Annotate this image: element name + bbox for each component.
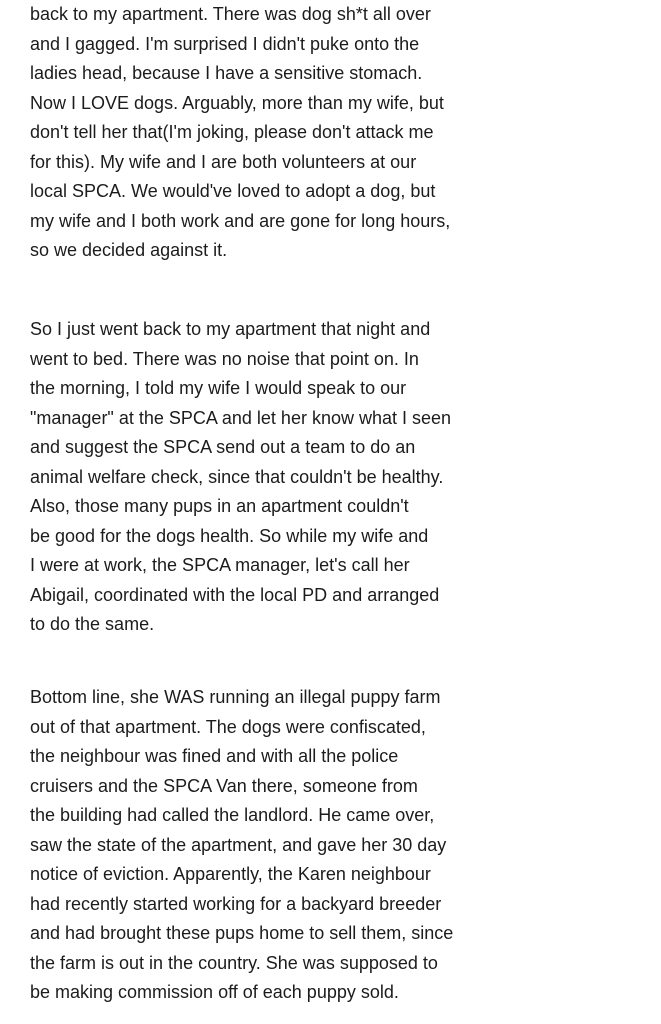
text-line: don't tell her that(I'm joking, please don't attack me: [30, 122, 434, 142]
paragraph-3: [30, 683, 650, 1008]
text-line: cruisers and the SPCA Van there, someone from: [30, 775, 418, 796]
text-line: I were at work, the SPCA manager, let's call her: [30, 555, 410, 575]
text-line: so we decided against it.: [30, 240, 228, 260]
text-line: animal welfare check, since that couldn't be healthy.: [30, 466, 444, 487]
text-line: be good for the dogs health. So while my wife and: [30, 525, 429, 546]
text-line: notice of eviction. Apparently, the Karen neighbour: [30, 864, 431, 884]
text-line: had recently started working for a backyard breeder: [30, 893, 442, 914]
text-line: ladies head, because I have a sensitive stomach.: [30, 63, 423, 83]
text-line: my wife and I both work and are gone for long hours,: [30, 210, 451, 231]
text-line: for this). My wife and I are both volunteers at our: [30, 151, 417, 172]
text-line: saw the state of the apartment, and gave her 30 day: [30, 834, 447, 855]
text-line: out of that apartment. The dogs were confiscated,: [30, 716, 426, 737]
text-line: and suggest the SPCA send out a team to do an: [30, 437, 416, 457]
text-line: went to bed. There was no noise that point on. In: [30, 348, 419, 369]
text-line: Now I LOVE dogs. Arguably, more than my wife, but: [30, 92, 444, 113]
text-line: and had brought these pups home to sell them, since: [30, 923, 454, 943]
text-line: to do the same.: [30, 614, 155, 634]
text-line: "manager" at the SPCA and let her know what I seen: [30, 407, 452, 428]
text-line: Abigail, coordinated with the local PD and arranged: [30, 584, 440, 605]
text-line: Also, those many pups in an apartment couldn't: [30, 496, 409, 516]
text-line: So I just went back to my apartment that night and: [30, 319, 431, 339]
text-line: the farm is out in the country. She was supposed to: [30, 952, 438, 973]
text-line: and I gagged. I'm surprised I didn't puke onto the: [30, 33, 420, 54]
text-line: the building had called the landlord. He came over,: [30, 805, 435, 825]
text-line: the morning, I told my wife I would speak to our: [30, 378, 407, 398]
text-line: be making commission off of each puppy sold.: [30, 982, 399, 1002]
paragraph-1: [30, 0, 650, 266]
text-line: back to my apartment. There was dog sh*t all over: [30, 4, 431, 24]
paragraph-2: [30, 315, 650, 640]
text-line: Bottom line, she WAS running an illegal puppy farm: [30, 687, 441, 707]
text-line: local SPCA. We would've loved to adopt a dog, but: [30, 181, 436, 201]
text-line: the neighbour was fined and with all the police: [30, 746, 399, 766]
